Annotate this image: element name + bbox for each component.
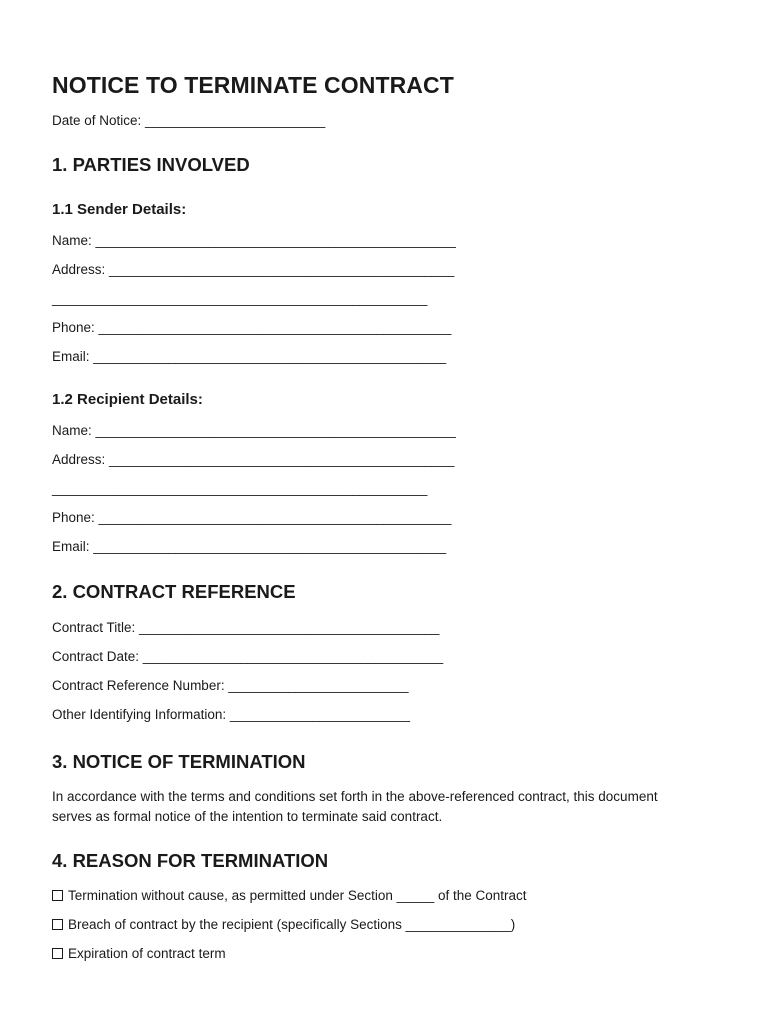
notice-paragraph: In accordance with the terms and conditions set forth in the above-referenced contract, this document serves as formal notice of the intention to terminate said contract. xyxy=(52,789,658,824)
other-identifying-info-field[interactable]: Other Identifying Information: ________________________ xyxy=(52,707,411,722)
section-contract-reference-heading: 2. CONTRACT REFERENCE xyxy=(52,581,296,602)
checkbox-icon[interactable] xyxy=(52,919,63,930)
reason-option-expiration[interactable] xyxy=(52,945,770,963)
reason-option-label: Expiration of contract term xyxy=(68,946,226,961)
recipient-email-field[interactable]: Email: _______________________________________________ xyxy=(52,539,447,554)
section-reason-heading: 4. REASON FOR TERMINATION xyxy=(52,850,329,871)
date-of-notice-field[interactable]: Date of Notice: ________________________ xyxy=(52,113,326,128)
section-parties-heading: 1. PARTIES INVOLVED xyxy=(52,154,250,175)
recipient-details-heading: 1.2 Recipient Details: xyxy=(52,391,203,408)
reason-option-without-cause[interactable] xyxy=(52,887,770,905)
recipient-address-line2-field[interactable]: __________________________________________________ xyxy=(52,481,428,496)
checkbox-icon[interactable] xyxy=(52,890,63,901)
recipient-phone-field[interactable]: Phone: _______________________________________________ xyxy=(52,510,452,525)
sender-details-heading: 1.1 Sender Details: xyxy=(52,201,187,218)
recipient-address-field[interactable]: Address: ______________________________________________ xyxy=(52,452,455,467)
sender-address-field[interactable]: Address: ______________________________________________ xyxy=(52,262,455,277)
reason-option-label: Termination without cause, as permitted under Section _____ of the Contract xyxy=(68,888,527,903)
sender-name-field[interactable]: Name: ________________________________________________ xyxy=(52,233,456,248)
checkbox-icon[interactable] xyxy=(52,948,63,959)
sender-address-line2-field[interactable]: __________________________________________________ xyxy=(52,291,428,306)
section-notice-heading: 3. NOTICE OF TERMINATION xyxy=(52,751,306,772)
document-title: NOTICE TO TERMINATE CONTRACT xyxy=(52,72,454,98)
contract-title-field[interactable]: Contract Title: ________________________________________ xyxy=(52,620,440,635)
reason-option-breach[interactable] xyxy=(52,916,770,934)
sender-email-field[interactable]: Email: _______________________________________________ xyxy=(52,349,447,364)
contract-date-field[interactable]: Contract Date: ________________________________________ xyxy=(52,649,444,664)
sender-phone-field[interactable]: Phone: _______________________________________________ xyxy=(52,320,452,335)
recipient-name-field[interactable]: Name: ________________________________________________ xyxy=(52,423,456,438)
reason-option-label: Breach of contract by the recipient (specifically Sections ______________) xyxy=(68,917,516,932)
contract-reference-number-field[interactable]: Contract Reference Number: ________________________ xyxy=(52,678,409,693)
